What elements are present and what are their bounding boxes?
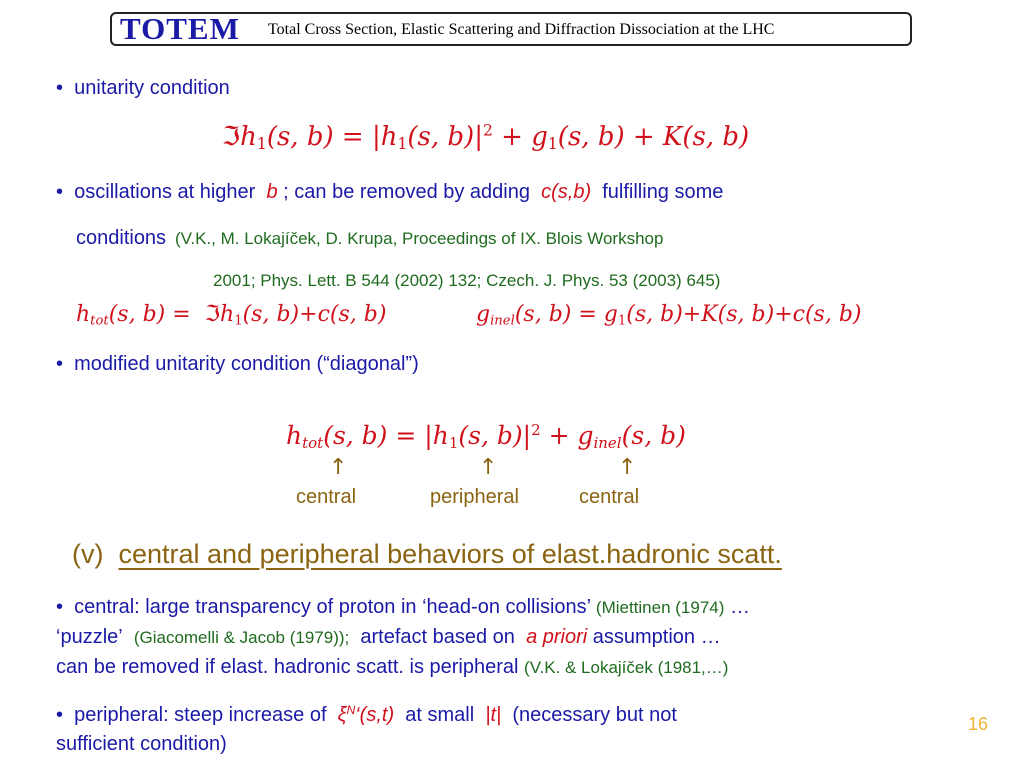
b2-text-a: oscillations at higher bbox=[74, 181, 256, 203]
central-line3 bbox=[56, 656, 728, 679]
central-line1-text: central: large transparency of proton in ‘head-on collisions’ bbox=[74, 596, 591, 618]
bullet-oscillations: • oscillations at higher b ; can be removed by adding c(s,b) fulfilling some bbox=[56, 181, 724, 203]
central-line2-end: assumption … bbox=[592, 626, 721, 648]
b2-var-b: b bbox=[266, 181, 278, 203]
page-number: 16 bbox=[968, 714, 989, 734]
label-central-2: central bbox=[579, 486, 640, 508]
arrow-up-icon: ↑ bbox=[618, 455, 637, 480]
peripheral-xi: $\xi^N‘(s,t)$ bbox=[337, 703, 395, 727]
peripheral-at-small: at small bbox=[405, 704, 475, 727]
b3-text: modified unitarity condition (“diagonal”) bbox=[74, 353, 419, 375]
section-heading bbox=[72, 539, 782, 570]
equation-diagonal: $h_{tot}(s$, $b) = |h_1(s$, $b)|^2 + g_{inel}(s$, b) bbox=[286, 421, 686, 452]
peripheral-line2: sufficient condition) bbox=[56, 733, 227, 755]
b2-conditions: conditions bbox=[76, 227, 167, 249]
totem-logo: TOTEM bbox=[120, 11, 240, 46]
eq1-text: ℑh$_1$(s, $b) = |h_1(s$, $b)|^2 + g_1(s$, b) + K(s, b) bbox=[222, 122, 750, 154]
central-line2-cite: (Giacomelli & Jacob (1979)); bbox=[133, 628, 350, 647]
central-puzzle: ‘puzzle’ bbox=[56, 626, 123, 648]
bullet-unitarity-text: unitarity condition bbox=[74, 77, 230, 99]
peripheral-necessary: (necessary but not bbox=[512, 704, 677, 727]
b2-citation-2: 2001; Phys. Lett. B 544 (2002) 132; Czech. J. Phys. 53 (2003) 645) bbox=[213, 271, 721, 290]
title-bar bbox=[110, 12, 912, 46]
b2-text-e: fulfilling some bbox=[602, 181, 724, 203]
b2-citation-1: (V.K., M. Lokajíček, D. Krupa, Proceedings of IX. Blois Workshop bbox=[174, 229, 664, 248]
bullet-unitarity: • unitarity condition bbox=[56, 77, 230, 99]
section-title: central and peripheral behaviors of elast.hadronic scatt. bbox=[118, 539, 782, 569]
peripheral-line1-text: peripheral: steep increase of bbox=[74, 704, 327, 727]
arrow-up-icon: ↑ bbox=[329, 455, 348, 480]
central-line3-cite: (V.K. & Lokajíček (1981,…) bbox=[524, 658, 729, 677]
equation-htot-def: $h_{tot}(s$, b) = ℑh$_1$(s, b)+c(s, b) bbox=[76, 302, 387, 329]
bullet-modified-unitarity: • modified unitarity condition (“diagonal”) bbox=[56, 353, 419, 375]
peripheral-t: |t| bbox=[485, 704, 502, 727]
central-line1-cite: (Miettinen (1974) bbox=[595, 598, 725, 617]
central-a-priori: a priori bbox=[526, 626, 588, 648]
central-line2 bbox=[56, 626, 721, 649]
label-peripheral: peripheral bbox=[430, 486, 519, 508]
central-line2-text: artefact based on bbox=[360, 626, 515, 648]
b2-var-c: c(s,b) bbox=[541, 181, 592, 203]
bullet-oscillations-line2 bbox=[76, 227, 663, 250]
section-number: (v) bbox=[72, 539, 104, 569]
label-central-1: central bbox=[296, 486, 357, 508]
central-line3-text: can be removed if elast. hadronic scatt. is peripheral bbox=[56, 656, 519, 678]
central-line1-ellipsis: … bbox=[729, 596, 750, 618]
bullet-peripheral: • peripheral: steep increase of $\xi^N‘(s,t)$ at small |t| (necessary but not bbox=[56, 703, 677, 727]
header-title: Total Cross Section, Elastic Scattering and Diffraction Dissociation at the LHC bbox=[268, 21, 775, 38]
b2-text-c: ; can be removed by adding bbox=[283, 181, 530, 203]
equation-ginel-def: $g_{inel}(s$, $b) = g_1(s$, b)+K(s, b)+c(s, b) bbox=[476, 302, 862, 329]
arrow-up-icon: ↑ bbox=[479, 455, 498, 480]
bullet-central: • central: large transparency of proton in ‘head-on collisions’ (Miettinen (1974) … bbox=[56, 596, 750, 618]
equation-unitarity bbox=[222, 122, 749, 153]
